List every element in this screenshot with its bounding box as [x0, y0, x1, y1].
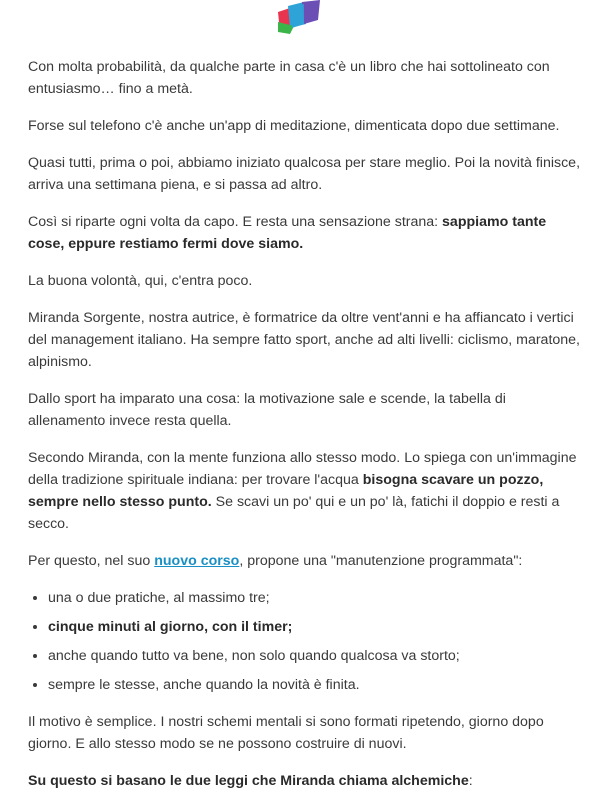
paragraph-10: Il motivo è semplice. I nostri schemi mentali si sono formati ripetendo, giorno dopo giorno. E allo stesso modo se ne possono costruire di nuovi.	[28, 714, 544, 752]
list-item	[48, 616, 584, 638]
paragraph-2: Forse sul telefono c'è anche un'app di meditazione, dimenticata dopo due settimane.	[28, 118, 560, 134]
paragraph-7: Dallo sport ha imparato una cosa: la motivazione sale e scende, la tabella di allenamento invece resta quella.	[28, 391, 506, 429]
list-item: • anche quando tutto va bene, non solo quando qualcosa va storto;	[48, 645, 584, 667]
paragraph-1: Con molta probabilità, da qualche parte in casa c'è un libro che hai sottolineato con entusiasmo… fino a metà.	[28, 59, 550, 97]
paragraph-8-text-end: Se scavi un po' qui e un po' là, fatichi il doppio e resti a secco.	[28, 494, 560, 532]
list-item: • sempre le stesse, anche quando la novità è finita.	[48, 674, 584, 696]
brand-logo-icon	[274, 0, 326, 36]
paragraph-5: La buona volontà, qui, c'entra poco.	[28, 273, 253, 289]
paragraph-11	[28, 770, 584, 792]
paragraph-11-bold: Su questo si basano le due leggi che Miranda chiama alchemiche	[28, 773, 469, 789]
practice-list	[28, 587, 584, 696]
paragraph-4	[28, 211, 584, 255]
list-item-bold: cinque minuti al giorno, con il timer;	[48, 619, 293, 635]
email-body	[28, 56, 584, 807]
list-item: • una o due pratiche, al massimo tre;	[48, 587, 584, 609]
paragraph-4-text: Così si riparte ogni volta da capo. E resta una sensazione strana:	[28, 214, 443, 230]
paragraph-9-text-end: , propone una "manutenzione programmata":	[239, 553, 523, 569]
paragraph-9-text: Per questo, nel suo	[28, 553, 155, 569]
paragraph-3: Quasi tutti, prima o poi, abbiamo iniziato qualcosa per stare meglio. Poi la novità finisce, arriva una settimana piena, e si passa ad altro.	[28, 155, 581, 193]
paragraph-6: Miranda Sorgente, nostra autrice, è formatrice da oltre vent'anni e ha affiancato i vertici del management italiano. Ha sempre fatto sport, anche ad alti livelli: ciclismo, maratone, alpinismo.	[28, 310, 581, 370]
paragraph-8-bold: bisogna scavare un pozzo, sempre nello stesso punto.	[28, 472, 544, 510]
paragraph-11-text: :	[468, 773, 473, 789]
course-link[interactable]: nuovo corso	[154, 553, 240, 569]
paragraph-9	[28, 550, 584, 572]
paragraph-4-bold: sappiamo tante cose, eppure restiamo fermi dove siamo.	[28, 214, 547, 252]
paragraph-8	[28, 447, 584, 535]
paragraph-8-text: Secondo Miranda, con la mente funziona allo stesso modo. Lo spiega con un'immagine della tradizione spirituale indiana: per trovare l'acqua	[28, 450, 577, 488]
